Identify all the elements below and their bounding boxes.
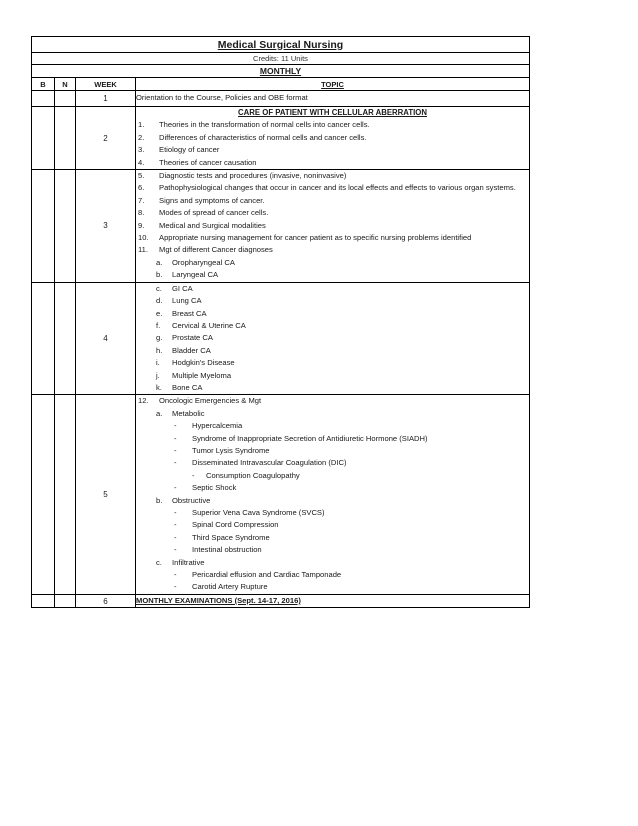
period-label: MONTHLY bbox=[32, 65, 530, 78]
exam-text: MONTHLY EXAMINATIONS (Sept. 14-17, 2016) bbox=[136, 594, 530, 607]
list-item: 4. Theories of cancer causation bbox=[138, 157, 257, 167]
week-number: 6 bbox=[76, 594, 136, 607]
sub-item: e. Breast CA bbox=[156, 308, 207, 318]
week-number: 5 bbox=[76, 395, 136, 595]
dash-item: - Third Space Syndrome bbox=[174, 532, 270, 542]
dash-item: - Carotid Artery Rupture bbox=[174, 582, 268, 592]
header-b: B bbox=[32, 78, 55, 91]
cell-n bbox=[55, 395, 76, 595]
cell-n bbox=[55, 107, 76, 170]
list-item: 8. Modes of spread of cancer cells. bbox=[138, 208, 269, 218]
dash-item: - Intestinal obstruction bbox=[174, 545, 262, 555]
sub-item: b. Obstructive bbox=[156, 495, 211, 505]
dash-item: - Spinal Cord Compression bbox=[174, 520, 279, 530]
sub-item: c. Infiltrative bbox=[156, 557, 205, 567]
header-week: WEEK bbox=[76, 78, 136, 91]
cell-n bbox=[55, 594, 76, 607]
credits-label: Credits: 11 Units bbox=[32, 53, 530, 65]
cell-b bbox=[32, 91, 55, 107]
week-number: 1 bbox=[76, 91, 136, 107]
list-item: 5. Diagnostic tests and procedures (invasive, noninvasive) bbox=[138, 171, 347, 181]
topic-cell bbox=[136, 170, 530, 283]
cell-b bbox=[32, 170, 55, 283]
list-item: 7. Signs and symptoms of cancer. bbox=[138, 195, 265, 205]
topic-text: Orientation to the Course, Policies and OBE format bbox=[136, 91, 530, 107]
sub-item: b. Laryngeal CA bbox=[156, 270, 219, 280]
sub-item: a. Oropharyngeal CA bbox=[156, 257, 235, 267]
cell-b bbox=[32, 594, 55, 607]
list-item: 9. Medical and Surgical modalities bbox=[138, 220, 266, 230]
cell-n bbox=[55, 170, 76, 283]
cell-b bbox=[32, 282, 55, 395]
header-topic: TOPIC bbox=[136, 78, 530, 91]
sub-item: h. Bladder CA bbox=[156, 345, 211, 355]
dash-item: - Hypercalcemia bbox=[174, 421, 243, 431]
course-title: Medical Surgical Nursing bbox=[32, 37, 530, 53]
list-item: 11. Mgt of different Cancer diagnoses bbox=[138, 245, 273, 255]
section-title: CARE OF PATIENT WITH CELLULAR ABERRATION bbox=[238, 108, 427, 117]
dash-item: - Tumor Lysis Syndrome bbox=[174, 445, 270, 455]
cell-b bbox=[32, 395, 55, 595]
cell-n bbox=[55, 282, 76, 395]
dash-item: - Syndrome of Inappropriate Secretion of Antidiuretic Hormone (SIADH) bbox=[174, 433, 428, 443]
topic-cell bbox=[136, 395, 530, 595]
topic-cell bbox=[136, 282, 530, 395]
cell-n bbox=[55, 91, 76, 107]
week-number: 3 bbox=[76, 170, 136, 283]
dash-sub-item: - Consumption Coagulopathy bbox=[192, 470, 300, 480]
topic-cell bbox=[136, 107, 530, 170]
syllabus-table bbox=[31, 36, 530, 608]
sub-item: c. GI CA bbox=[156, 283, 193, 293]
dash-item: - Disseminated Intravascular Coagulation (DIC) bbox=[174, 458, 347, 468]
sub-item: i. Hodgkin's Disease bbox=[156, 358, 235, 368]
header-n: N bbox=[55, 78, 76, 91]
sub-item: a. Metabolic bbox=[156, 408, 205, 418]
list-item: 1. Theories in the transformation of normal cells into cancer cells. bbox=[138, 120, 370, 130]
cell-b bbox=[32, 107, 55, 170]
sub-item: j. Multiple Myeloma bbox=[156, 370, 232, 380]
sub-item: f. Cervical & Uterine CA bbox=[156, 320, 246, 330]
week-number: 2 bbox=[76, 107, 136, 170]
sub-item: k. Bone CA bbox=[156, 382, 203, 392]
sub-item: g. Prostate CA bbox=[156, 333, 213, 343]
list-item: 12. Oncologic Emergencies & Mgt bbox=[138, 396, 262, 406]
list-item: 6. Pathophysiological changes that occur in cancer and its local effects and effects to various organ systems. bbox=[138, 183, 516, 193]
list-item: 10. Appropriate nursing management for cancer patient as to specific nursing problems identified bbox=[138, 233, 472, 243]
list-item: 2. Differences of characteristics of normal cells and cancer cells. bbox=[138, 132, 367, 142]
dash-item: - Superior Vena Cava Syndrome (SVCS) bbox=[174, 508, 325, 517]
list-item: 3. Etiology of cancer bbox=[138, 145, 220, 155]
dash-item: - Pericardial effusion and Cardiac Tamponade bbox=[174, 570, 342, 580]
dash-item: - Septic Shock bbox=[174, 483, 237, 493]
week-number: 4 bbox=[76, 282, 136, 395]
sub-item: d. Lung CA bbox=[156, 296, 202, 306]
